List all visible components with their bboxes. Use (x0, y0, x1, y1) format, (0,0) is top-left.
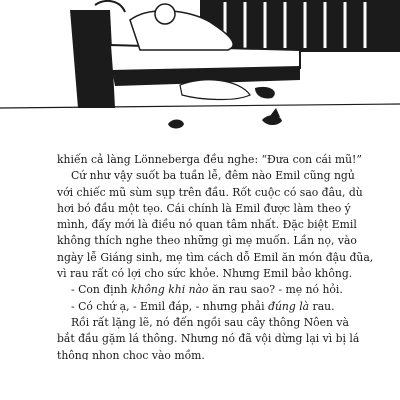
dialog-text: - Có chứ ạ, - Emil đáp, - nhưng phải (71, 299, 269, 313)
dialog-text: ăn rau sao? - mẹ nó hỏi. (208, 283, 343, 297)
text-line: khiến cả làng Lönneberga đều nghe: “Đưa con cái mũ!” (57, 153, 362, 166)
text-line: Rồi rất lặng lẽ, nó đến ngồi sau cây thông Nôen và (71, 315, 349, 329)
dialog-line (57, 299, 351, 315)
text-line: mình, đấy mới là điều nó quan tâm nhất. Đặc biệt Emil (57, 218, 357, 232)
text-line: hơi bó đầu một tẹo. Cái chính là Emil được làm theo ý (57, 201, 351, 215)
text-line: không thích nghe theo những gì mẹ muốn. Lần nọ, vào (57, 234, 357, 248)
dialog-text: rau. (309, 299, 335, 313)
text-line: thông nhọn chọc vào mồm. (57, 348, 205, 360)
dialog-line (57, 282, 351, 298)
dialog-text: - Con định (71, 283, 131, 297)
text-line: vì rau rất có lợi cho sức khỏe. Nhưng Emil bảo không. (57, 267, 353, 281)
bed-illustration (0, 0, 400, 155)
text-line: ngày lễ Giáng sinh, mẹ tìm cách dỗ Emil ăn món đậu đũa, (57, 250, 374, 264)
text-line: bắt đầu gặm lá thông. Nhưng nó đã vội dừng lại vì bị lá (57, 332, 360, 346)
text-line: với chiếc mũ sùm sụp trên đầu. Rốt cuộc có sao đâu, dù (57, 185, 363, 199)
dialog-emphasis: không khi nào (130, 283, 209, 297)
dialog-emphasis: đúng là (268, 299, 310, 313)
text-line: Cứ như vậy suốt ba tuần lễ, đêm nào Emil cũng ngủ (71, 169, 355, 183)
page-text (57, 152, 374, 360)
